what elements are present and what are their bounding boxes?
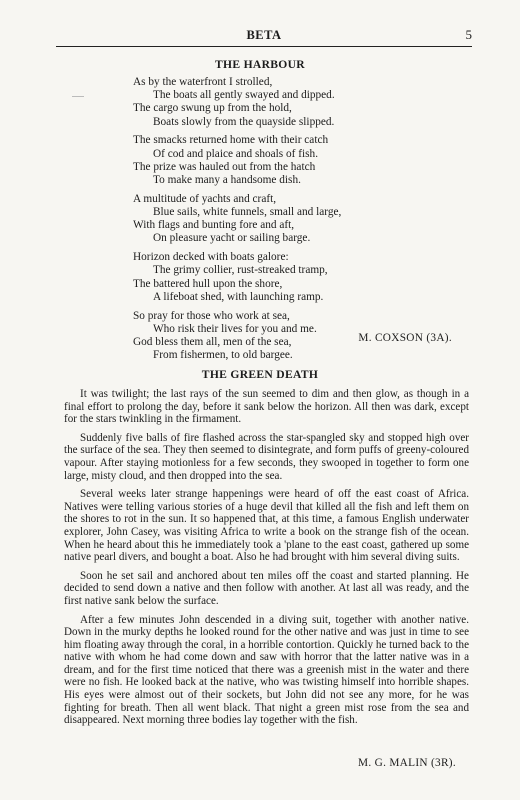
poem-line: To make many a handsome dish. bbox=[153, 174, 301, 187]
poem-line: The smacks returned home with their catch bbox=[133, 134, 329, 147]
poem-title: THE HARBOUR bbox=[215, 58, 305, 71]
poem-line: Blue sails, white funnels, small and large, bbox=[153, 206, 342, 219]
story-title: THE GREEN DEATH bbox=[201, 368, 319, 381]
poem-line: God bless them all, men of the sea, bbox=[133, 336, 292, 349]
poem-line: As by the waterfront I strolled, bbox=[133, 76, 273, 88]
running-header bbox=[56, 26, 472, 47]
story-paragraph: It was twilight; the last rays of the sun seemed to dim and then glow, as though in a final effort to prolong the day, before it sank below the horizon. All then was dark, except for the stars twinkling in the firmament. bbox=[64, 388, 469, 426]
poem-line: A multitude of yachts and craft, bbox=[133, 192, 277, 205]
story-body bbox=[64, 388, 469, 733]
page-number: 5 bbox=[465, 27, 472, 42]
poem-stanza bbox=[133, 193, 453, 246]
poem-line: Horizon decked with boats galore: bbox=[133, 251, 289, 264]
poem-line: From fishermen, to old bargee. bbox=[153, 349, 293, 362]
poem-line: A lifeboat shed, with launching ramp. bbox=[153, 290, 324, 303]
poem-line: The cargo swung up from the hold, bbox=[133, 102, 292, 115]
poem-line: On pleasure yacht or sailing barge. bbox=[153, 232, 311, 245]
poem-line: The battered hull upon the shore, bbox=[133, 277, 283, 290]
poem-line: Of cod and plaice and shoals of fish. bbox=[153, 147, 319, 160]
poem-line: The grimy collier, rust-streaked tramp, bbox=[153, 264, 328, 277]
poem-body bbox=[133, 76, 453, 368]
poem-line: With flags and bunting fore and aft, bbox=[133, 219, 295, 232]
story-author: M. G. MALIN (3R). bbox=[358, 757, 456, 769]
poem-stanza bbox=[133, 76, 453, 129]
poem-stanza bbox=[133, 134, 453, 187]
poem-stanza bbox=[133, 251, 453, 304]
decorative-mark bbox=[72, 96, 84, 97]
poem-line: The prize was hauled out from the hatch bbox=[133, 160, 316, 173]
poem-author: M. COXSON (3A). bbox=[358, 332, 452, 344]
story-paragraph: Soon he set sail and anchored about ten miles off the coast and started planning. He decided to send down a native and then follow with another. At last all was ready, and the first native sank below the surface. bbox=[64, 569, 469, 607]
story-paragraph: Several weeks later strange happenings were heard of off the east coast of Africa. Natives were telling various stories of a huge devil that killed all the fish and left them on the shores to rot in the sun. It so happened that, at this time, a famous English underwater explorer, John Casey, was visiting Africa to write a book on the strange fish of the ocean. When he heard about this he immediately took a 'plane to the east coast, gathered up some native pearl divers, and bought a boat. Also he had brought with him several diving suits. bbox=[64, 488, 469, 564]
story-paragraph: After a few minutes John descended in a diving suit, together with another native. Down in the murky depths he looked round for the other native and was just in time to see him floating away through the coral, in a horrible contortion. Quickly he turned back to the native with whom he had come down and saw with horror that the latter native was in a dream, and for the first time noticed that there was a greenish mist in the water and there were no fish. He looked back at the native, who was twisting himself into horrible shapes. His eyes were almost out of their sockets, but John did not see any more, for he was fighting for breath. Then all went black. That night a green mist rose from the sea and disappeared. Next morning three bodies lay together with the fish. bbox=[64, 613, 469, 727]
journal-title: BETA bbox=[246, 28, 282, 42]
poem-line: Who risk their lives for you and me. bbox=[153, 322, 317, 335]
poem-line: So pray for those who work at sea, bbox=[133, 309, 290, 322]
story-paragraph: Suddenly five balls of fire flashed across the star-spangled sky and stopped high over the surface of the sea. They then seemed to disintegrate, and form puffs of greeny-coloured vapour. After staying motionless for a few seconds, they swooped in together to form one large, misty cloud, and then dropped into the sea. bbox=[64, 431, 469, 482]
poem-line: Boats slowly from the quayside slipped. bbox=[153, 115, 335, 128]
poem-line: The boats all gently swayed and dipped. bbox=[153, 89, 335, 102]
